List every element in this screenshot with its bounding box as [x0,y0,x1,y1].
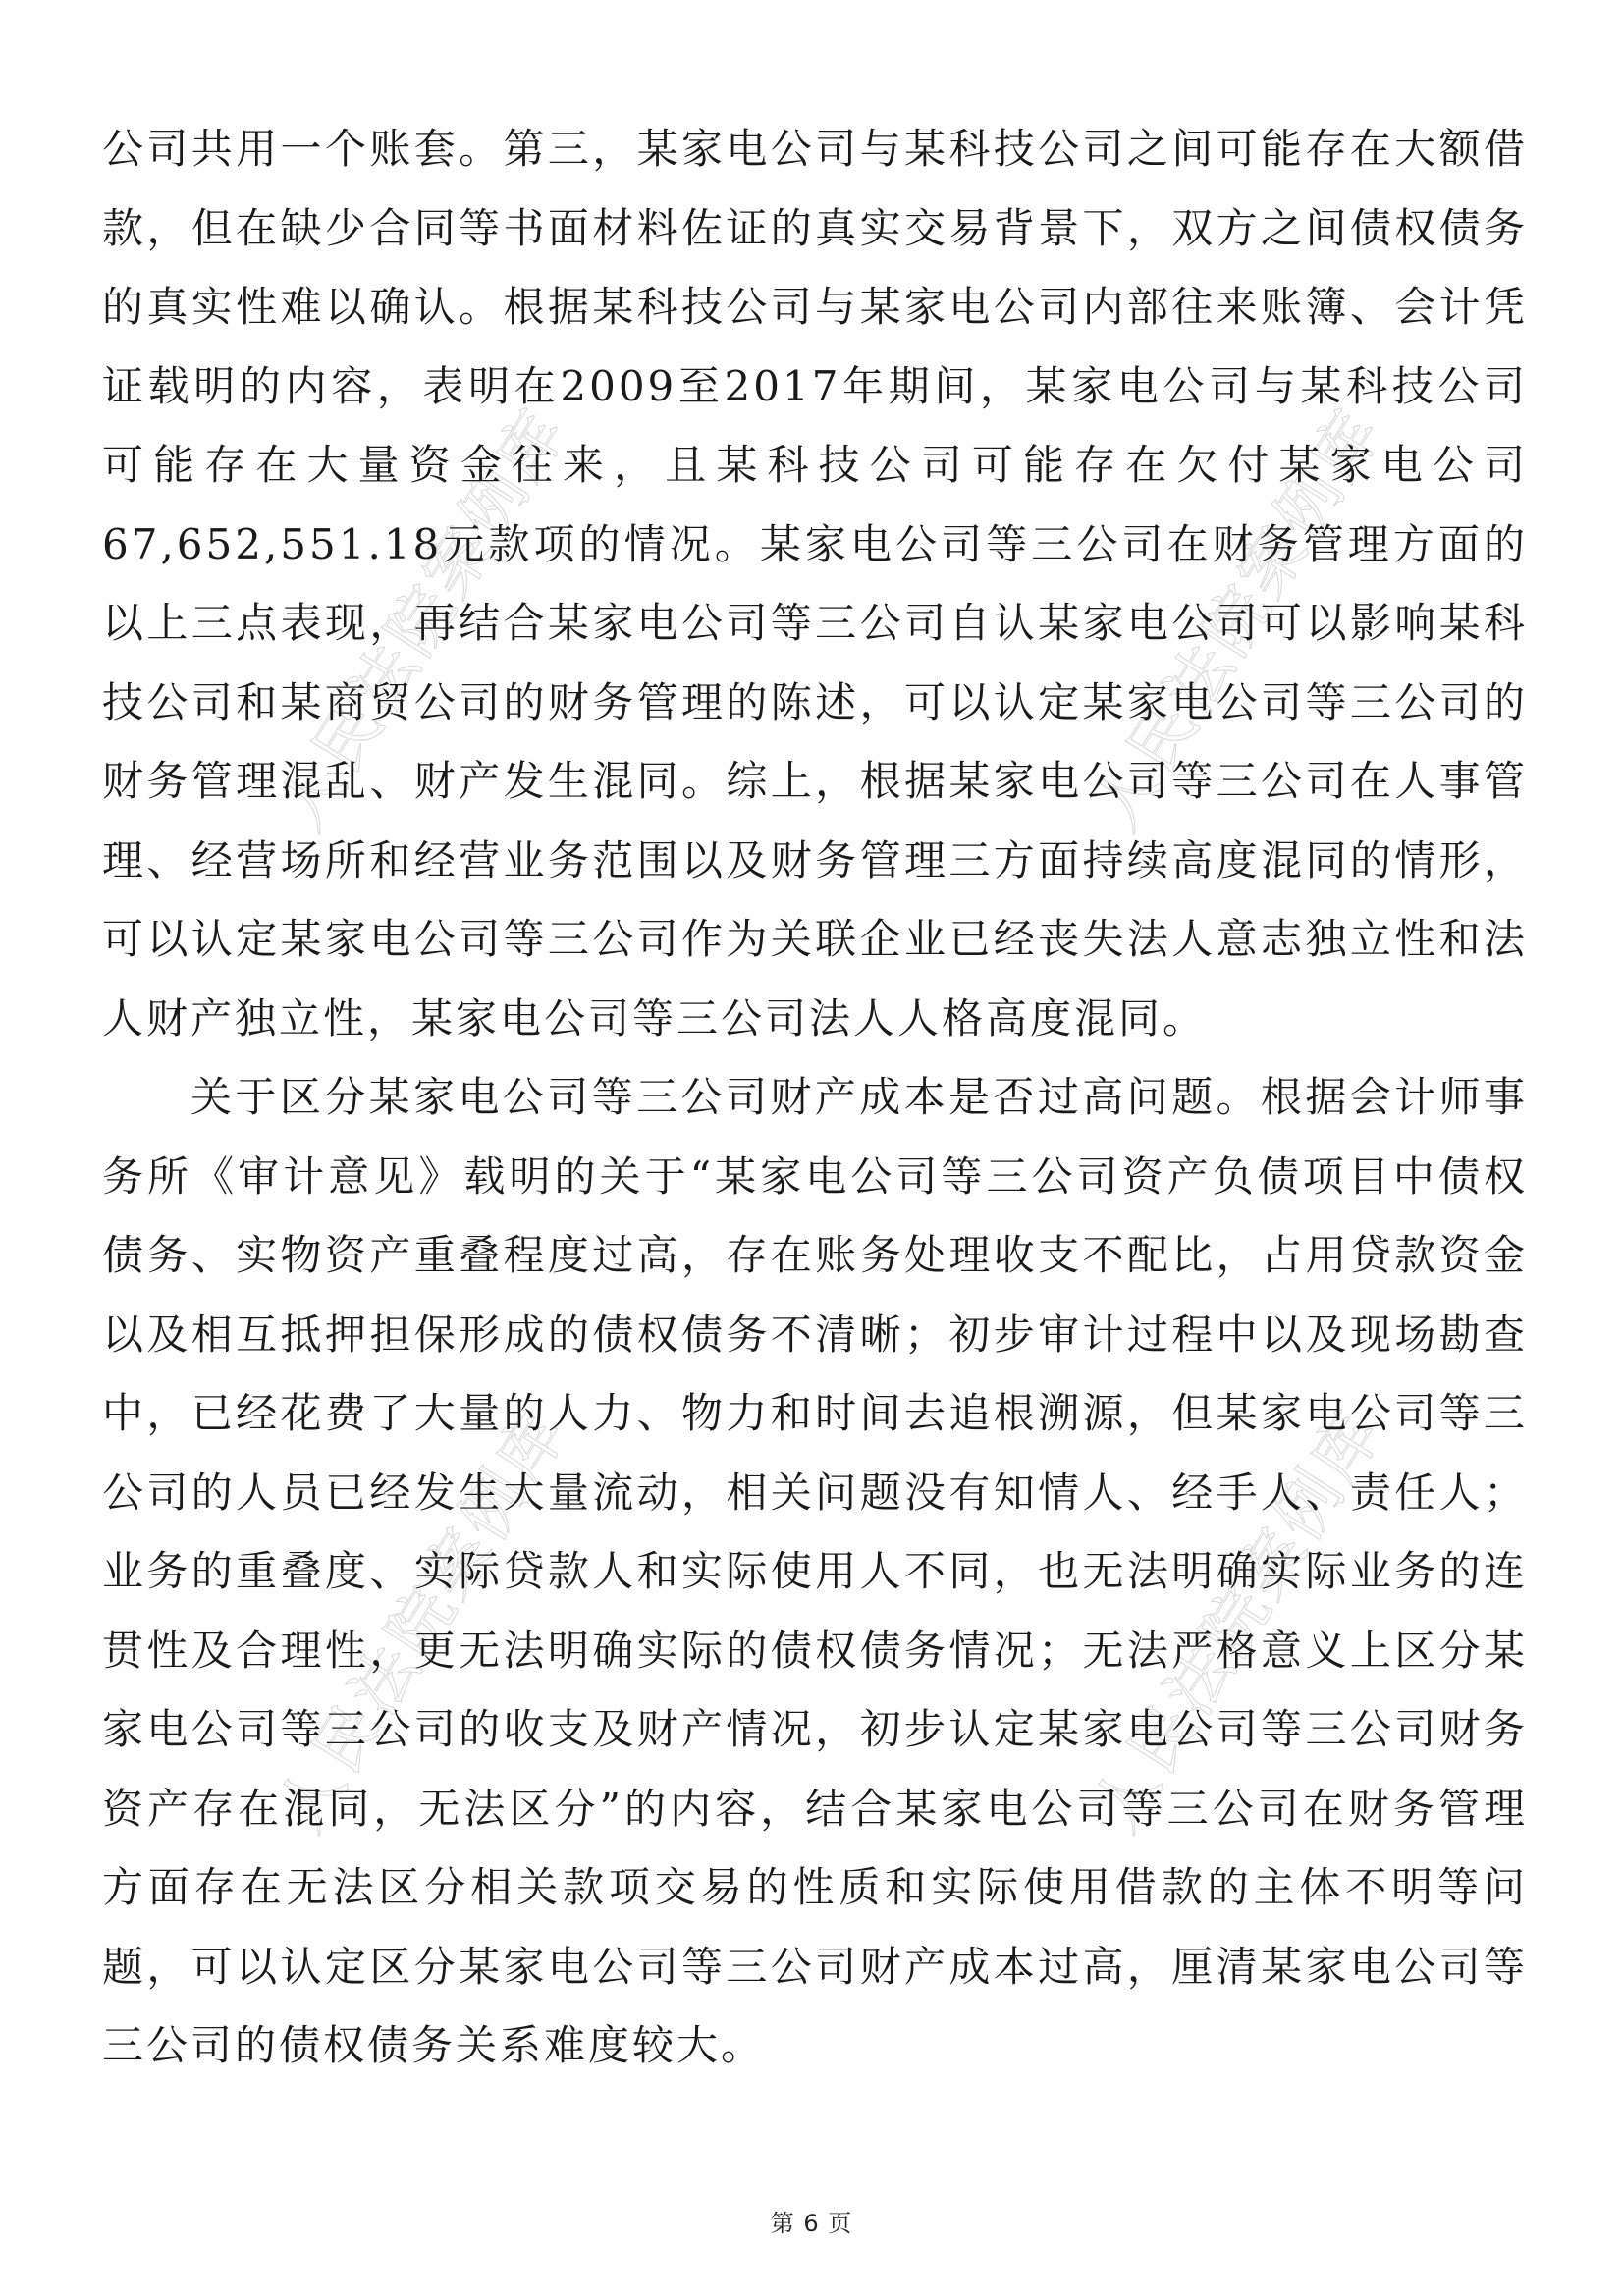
body-paragraph: 关于区分某家电公司等三公司财产成本是否过高问题。根据会计师事务所《审计意见》载明的关于“某家电公司等三公司资产负债项目中债权债务、实物资产重叠程度过高，存在账务处理收支不配比，占用贷款资金以及相互抵押担保形成的债权债务不清晰；初步审计过程中以及现场勘查中，已经花费了大量的人力、物力和时间去追根溯源，但某家电公司等三公司的人员已经发生大量流动，相关问题没有知情人、经手人、责任人；业务的重叠度、实际贷款人和实际使用人不同，也无法明确实际业务的连贯性及合理性，更无法明确实际的债权债务情况；无法严格意义上区分某家电公司等三公司的收支及财产情况，初步认定某家电公司等三公司财务资产存在混同，无法区分”的内容，结合某家电公司等三公司在财务管理方面存在无法区分相关款项交易的性质和实际使用借款的主体不明等问题，可以认定区分某家电公司等三公司财产成本过高，厘清某家电公司等三公司的债权债务关系难度较大。 [102,1073,1528,2069]
page-number: 第 6 页 [770,2210,853,2237]
document-body [102,110,1528,2086]
watermark: 人民法院案例库 [1077,395,1397,843]
body-paragraph: 公司共用一个账套。第三，某家电公司与某科技公司之间可能存在大额借款，但在缺少合同等书面材料佐证的真实交易背景下，双方之间债权债务的真实性难以确认。根据某科技公司与某家电公司内部往来账簿、会计凭证载明的内容，表明在2009至2017年期间，某家电公司与某科技公司可能存在大量资金往来，且某科技公司可能存在欠付某家电公司67,652,551.18元款项的情况。某家电公司等三公司在财务管理方面的以上三点表现，再结合某家电公司等三公司自认某家电公司可以影响某科技公司和某商贸公司的财务管理的陈述，可以认定某家电公司等三公司的财务管理混乱、财产发生混同。综上，根据某家电公司等三公司在人事管理、经营场所和经营业务范围以及财务管理三方面持续高度混同的情形，可以认定某家电公司等三公司作为关联企业已经丧失法人意志独立性和法人财产独立性，某家电公司等三公司法人人格高度混同。 [102,125,1528,1042]
watermark: 人民法院案例库 [262,395,582,843]
watermark: 人民法院案例库 [1077,1396,1397,1844]
watermark: 人民法院案例库 [262,1396,582,1844]
